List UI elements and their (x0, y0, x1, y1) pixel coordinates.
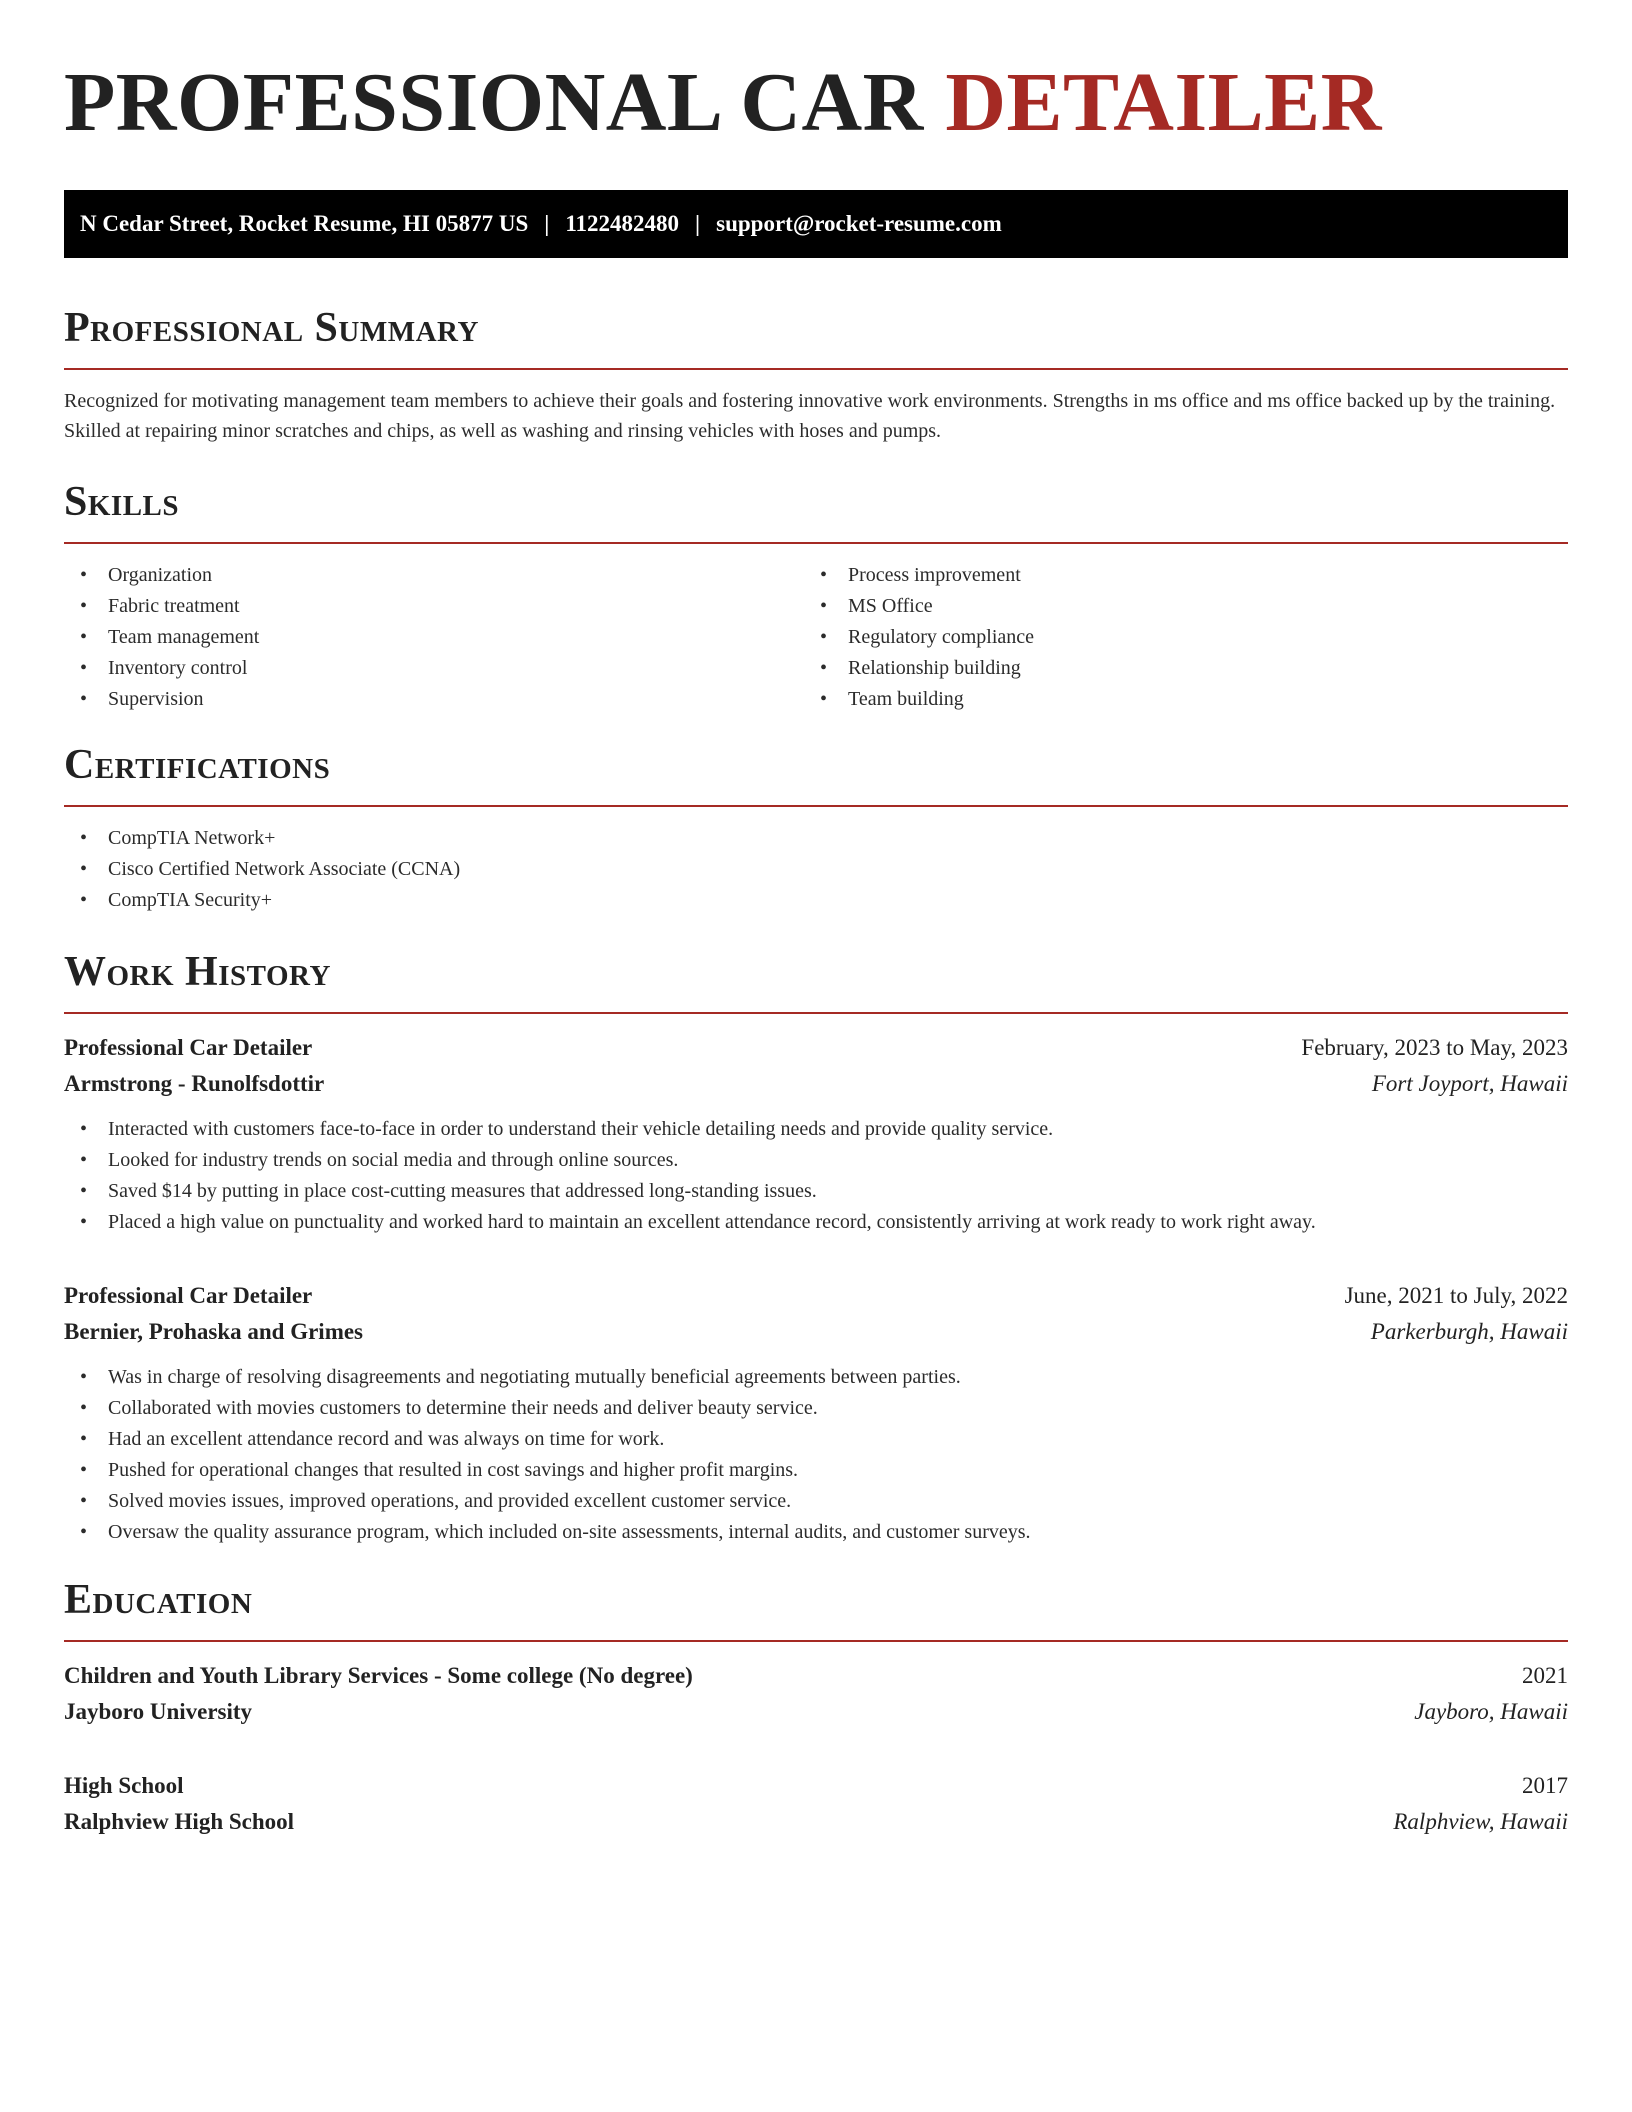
certifications-list (64, 823, 1568, 916)
education-school: Jayboro University (64, 1699, 253, 1724)
certification-item: • CompTIA Security+ (64, 885, 1568, 916)
job-company-row (64, 1066, 1568, 1102)
job-entry (64, 1030, 1568, 1238)
summary-heading: Professional Summary (64, 305, 479, 351)
certification-item: • CompTIA Network+ (64, 823, 1568, 854)
contact-phone: 1122482480 (565, 211, 680, 236)
job-bullet: • Placed a high value on punctuality and worked hard to maintain an excellent attendance record, consistently arriving at work ready to work right away. (64, 1207, 1568, 1238)
skill-item: • Regulatory compliance (804, 622, 1544, 653)
job-dates: February, 2023 to May, 2023 (1301, 1035, 1568, 1060)
skills-list-left (64, 560, 804, 715)
summary-text: Recognized for motivating management team members to achieve their goals and fostering innovative work environments. Strengths in ms office and ms office backed up by the training. Skilled at repairing minor scratches and chips, as well as washing and rinsing vehicles with hoses and pumps. (64, 390, 1556, 442)
education-heading: Education (64, 1577, 253, 1623)
education-school-row (64, 1694, 1568, 1730)
contact-separator: | (544, 211, 550, 236)
education-school-row (64, 1804, 1568, 1840)
job-title-row (64, 1278, 1568, 1314)
job-entry (64, 1278, 1568, 1548)
skill-item: • Relationship building (804, 653, 1544, 684)
job-bullet: • Pushed for operational changes that resulted in cost savings and higher profit margins. (64, 1455, 1568, 1486)
skills-grid (64, 560, 1568, 715)
education-section (64, 1574, 1568, 1840)
job-title: Professional Car Detailer (64, 1283, 313, 1308)
education-location: Ralphview, Hawaii (1393, 1809, 1568, 1834)
skill-item: • Supervision (64, 684, 804, 715)
job-company: Armstrong - Runolfsdottir (64, 1071, 325, 1096)
job-bullet: • Had an excellent attendance record and was always on time for work. (64, 1424, 1568, 1455)
skill-item: • Team management (64, 622, 804, 653)
certification-item: • Cisco Certified Network Associate (CCNA) (64, 854, 1568, 885)
section-divider (64, 542, 1568, 544)
job-company-row (64, 1314, 1568, 1350)
work-history-heading: Work History (64, 949, 331, 995)
skill-item: • Inventory control (64, 653, 804, 684)
resume-title (64, 58, 1568, 148)
contact-email: support@rocket-resume.com (716, 211, 1002, 236)
education-entry (64, 1768, 1568, 1840)
contact-separator: | (695, 211, 701, 236)
skill-item: • Fabric treatment (64, 591, 804, 622)
job-company: Bernier, Prohaska and Grimes (64, 1319, 364, 1344)
job-dates: June, 2021 to July, 2022 (1344, 1283, 1568, 1308)
education-school: Ralphview High School (64, 1809, 295, 1834)
job-title: Professional Car Detailer (64, 1035, 313, 1060)
job-location: Parkerburgh, Hawaii (1370, 1319, 1568, 1344)
title-main: PROFESSIONAL CAR (64, 56, 946, 149)
job-bullets (64, 1114, 1568, 1238)
education-year: 2017 (1522, 1773, 1568, 1798)
job-title-row (64, 1030, 1568, 1066)
job-bullet: • Oversaw the quality assurance program, which included on-site assessments, internal audits, and customer surveys. (64, 1517, 1568, 1548)
section-divider (64, 1640, 1568, 1642)
skill-item: • Organization (64, 560, 804, 591)
title-accent: DETAILER (945, 56, 1382, 149)
job-bullet: • Saved $14 by putting in place cost-cutting measures that addressed long-standing issues. (64, 1176, 1568, 1207)
education-degree-row (64, 1768, 1568, 1804)
skill-item: • Team building (804, 684, 1544, 715)
education-location: Jayboro, Hawaii (1414, 1699, 1568, 1724)
skills-section (64, 476, 1568, 715)
job-bullets (64, 1362, 1568, 1548)
skills-heading: Skills (64, 479, 180, 525)
skill-item: • Process improvement (804, 560, 1544, 591)
contact-bar (64, 190, 1568, 258)
education-degree: High School (64, 1773, 184, 1798)
contact-address: N Cedar Street, Rocket Resume, HI 05877 US (80, 211, 529, 236)
skills-list-right (804, 560, 1544, 715)
job-bullet: • Solved movies issues, improved operations, and provided excellent customer service. (64, 1486, 1568, 1517)
education-degree: Children and Youth Library Services - Some college (No degree) (64, 1663, 693, 1688)
certifications-heading: Certifications (64, 742, 331, 788)
education-year: 2021 (1522, 1663, 1568, 1688)
summary-section (64, 302, 1568, 446)
certifications-section (64, 739, 1568, 916)
section-divider (64, 368, 1568, 370)
section-divider (64, 1012, 1568, 1014)
job-bullet: • Was in charge of resolving disagreements and negotiating mutually beneficial agreements between parties. (64, 1362, 1568, 1393)
work-history-section (64, 946, 1568, 1548)
education-degree-row (64, 1658, 1568, 1694)
job-bullet: • Looked for industry trends on social media and through online sources. (64, 1145, 1568, 1176)
job-bullet: • Interacted with customers face-to-face in order to understand their vehicle detailing needs and provide quality service. (64, 1114, 1568, 1145)
section-divider (64, 805, 1568, 807)
job-bullet: • Collaborated with movies customers to determine their needs and deliver beauty service. (64, 1393, 1568, 1424)
education-entry (64, 1658, 1568, 1730)
skill-item: • MS Office (804, 591, 1544, 622)
job-location: Fort Joyport, Hawaii (1371, 1071, 1568, 1096)
